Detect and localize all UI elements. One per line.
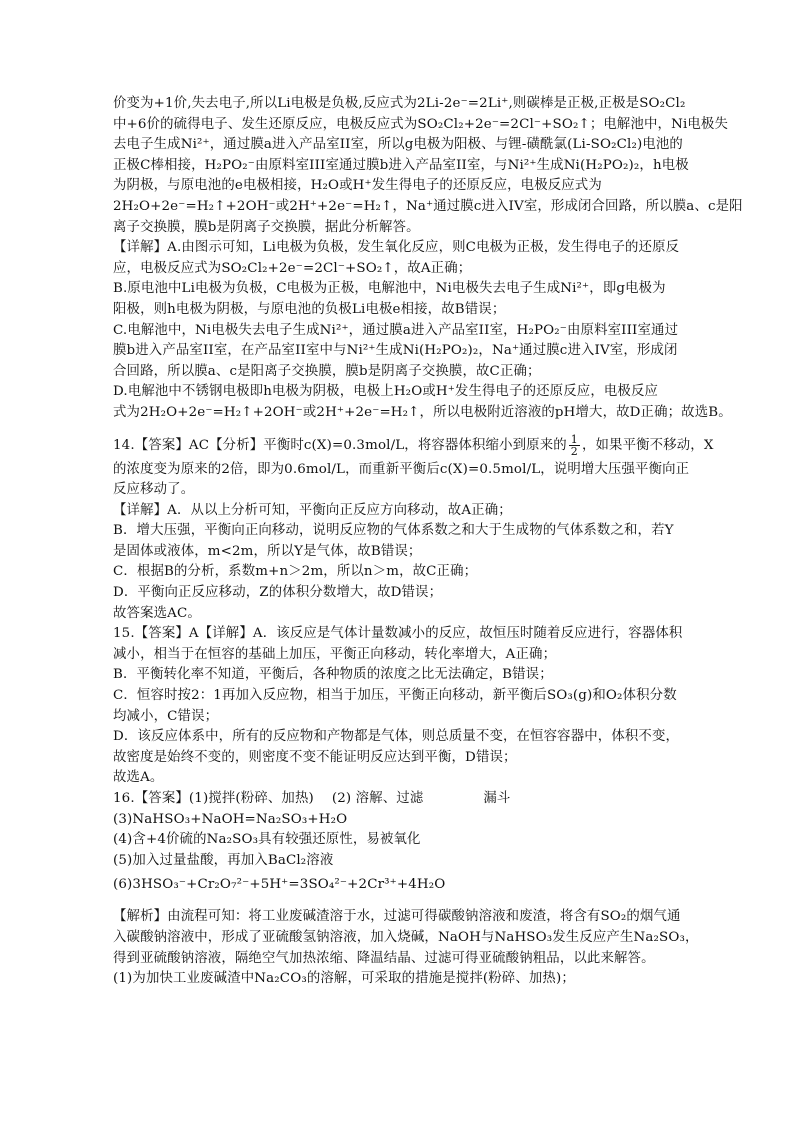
text-line: 故答案选AC。 xyxy=(113,605,201,621)
text-line: 为阴极，与原电池的e电极相接，H₂O或H⁺发生得电子的还原反应，电极反应式为 xyxy=(113,178,602,194)
text-line: 中+6价的硫得电子、发生还原反应，电极反应式为SO₂Cl₂+2e⁻=2Cl⁻+SO₂↑；电解池中，Ni电极失 xyxy=(113,116,728,132)
text-line: 合回路，所以膜a、c是阳离子交换膜，膜b是阴离子交换膜，故C正确； xyxy=(113,363,541,379)
text-line: (3)NaHSO₃+NaOH=Na₂SO₃+H₂O xyxy=(113,811,348,827)
text-segment: (2) 溶解、过滤 xyxy=(331,791,424,806)
fraction-numerator: 1 xyxy=(570,432,578,446)
text-line: 式为2H₂O+2e⁻=H₂↑+2OH⁻或2H⁺+2e⁻=H₂↑，所以电极附近溶液的pH增大，故D正确；故选B。 xyxy=(113,404,732,420)
text-line: 故选A。 xyxy=(113,770,164,786)
text-line: (1)为加快工业废碱渣中Na₂CO₃的溶解，可采取的措施是搅拌(粉碎、加热)； xyxy=(113,971,575,987)
text-segment: ，如果平衡不移动，X xyxy=(581,437,714,453)
text-line: C．根据B的分析，系数m+n＞2m，所以n＞m，故C正确； xyxy=(113,564,478,580)
text-line: (4)含+4价硫的Na₂SO₃具有较强还原性，易被氧化 xyxy=(113,832,421,848)
text-line: 2H₂O+2e⁻=H₂↑+2OH⁻或2H⁺+2e⁻=H₂↑，Na⁺通过膜c进入IV室，形成闭合回路，所以膜a、c是阳 xyxy=(113,198,743,214)
text-segment: 漏斗 xyxy=(483,791,511,806)
text-line: C.电解池中，Ni电极失去电子生成Ni²⁺，通过膜a进入产品室II室，H₂PO₂⁻由原料室III室通过 xyxy=(113,322,679,338)
text-line: B.原电池中Li电极为负极，C电极为正极，电解池中，Ni电极失去电子生成Ni²⁺，即g电极为 xyxy=(113,281,666,297)
question-16-answer-line xyxy=(113,789,699,810)
answer-page xyxy=(113,94,743,990)
text-line: 正极C棒相接，H₂PO₂⁻由原料室III室通过膜b进入产品室II室，与Ni²⁺生成Ni(H₂PO₂)₂，h电极 xyxy=(113,157,689,173)
text-segment: 16.【答案】(1)搅拌(粉碎、加热) xyxy=(113,791,314,806)
text-line: 阳极，则h电极为阴极，与原电池的负极Li电极e相接，故B错误； xyxy=(113,301,506,317)
text-line: D．该反应体系中，所有的反应物和产物都是气体，则总质量不变，在恒容容器中，体积不变， xyxy=(113,729,680,745)
text-line: (6)3HSO₃⁻+Cr₂O₇²⁻+5H⁺=3SO₄²⁻+2Cr³⁺+4H₂O xyxy=(113,877,446,893)
text-line: 【详解】A．从以上分析可知，平衡向正反应方向移动，故A正确； xyxy=(113,502,512,518)
text-line: D．平衡向正反应移动，Z的体积分数增大，故D错误； xyxy=(113,585,443,601)
question-14-answer-line xyxy=(113,432,714,460)
text-line: C．恒容时按2：1再加入反应物，相当于加压，平衡正向移动，新平衡后SO₃(g)和O₂体积分数 xyxy=(113,688,677,704)
text-line: 入碳酸钠溶液中，形成了亚硫酸氢钠溶液，加入烧碱，NaOH与NaHSO₃发生反应产生Na₂SO₃， xyxy=(113,929,699,945)
text-line: 均减小，C错误； xyxy=(113,708,219,724)
text-line: D.电解池中不锈钢电极即h电极为阴极，电极上H₂O或H⁺发生得电子的还原反应，电极反应 xyxy=(113,384,659,400)
text-line: 反应移动了。 xyxy=(113,482,195,498)
text-line: 价变为+1价,失去电子,所以Li电极是负极,反应式为2Li-2e⁻=2Li⁺,则碳棒是正极,正极是SO₂Cl₂ xyxy=(113,96,686,111)
text-line: 应，电极反应式为SO₂Cl₂+2e⁻=2Cl⁻+SO₂↑，故A正确； xyxy=(113,260,472,276)
text-line: 膜b进入产品室II室，在产品室II室中与Ni²⁺生成Ni(H₂PO₂)₂，Na⁺通过膜c进入IV室，形成闭 xyxy=(113,343,678,359)
fraction xyxy=(569,434,580,457)
text-line: 的浓度变为原来的2倍，即为0.6mol/L，而重新平衡后c(X)=0.5mol/L，说明增大压强平衡向正 xyxy=(113,461,690,477)
text-line: 得到亚硫酸钠溶液，隔绝空气加热浓缩、降温结晶、过滤可得亚硫酸钠粗品，以此来解答。 xyxy=(113,950,655,966)
fraction-denominator: 2 xyxy=(570,444,578,458)
text-segment: 14.【答案】AC【分析】平衡时c(X)=0.3mol/L，将容器体积缩小到原来的 xyxy=(113,437,567,453)
text-line: 离子交换膜，膜b是阴离子交换膜，据此分析解答。 xyxy=(113,219,420,235)
text-line: B．增大压强，平衡向正向移动，说明反应物的气体系数之和大于生成物的气体系数之和，若Y xyxy=(113,523,674,539)
text-line: 是固体或液体，m<2m，所以Y是气体，故B错误； xyxy=(113,543,422,559)
text-line: 【解析】由流程可知：将工业废碱渣溶于水，过滤可得碳酸钠溶液和废渣，将含有SO₂的烟气通 xyxy=(113,909,681,925)
text-line: 【详解】A.由图示可知，Li电极为负极，发生氧化反应，则C电极为正极，发生得电子的还原反 xyxy=(113,240,680,256)
text-line: B．平衡转化率不知道，平衡后，各种物质的浓度之比无法确定，B错误； xyxy=(113,667,553,683)
text-line: 减小，相当于在恒容的基础上加压，平衡正向移动，转化率增大，A正确； xyxy=(113,646,557,662)
question-15-answer-line: 15.【答案】A【详解】A．该反应是气体计量数减小的反应，故恒压时随着反应进行，容器体积 xyxy=(113,626,683,642)
text-line: 去电子生成Ni²⁺，通过膜a进入产品室II室，所以g电极为阳极、与锂-磺酰氯(Li-SO₂Cl₂)电池的 xyxy=(113,137,683,153)
text-line: (5)加入过量盐酸，再加入BaCl₂溶液 xyxy=(113,852,334,868)
text-line: 故密度是始终不变的，则密度不变不能证明反应达到平衡，D错误； xyxy=(113,749,517,765)
